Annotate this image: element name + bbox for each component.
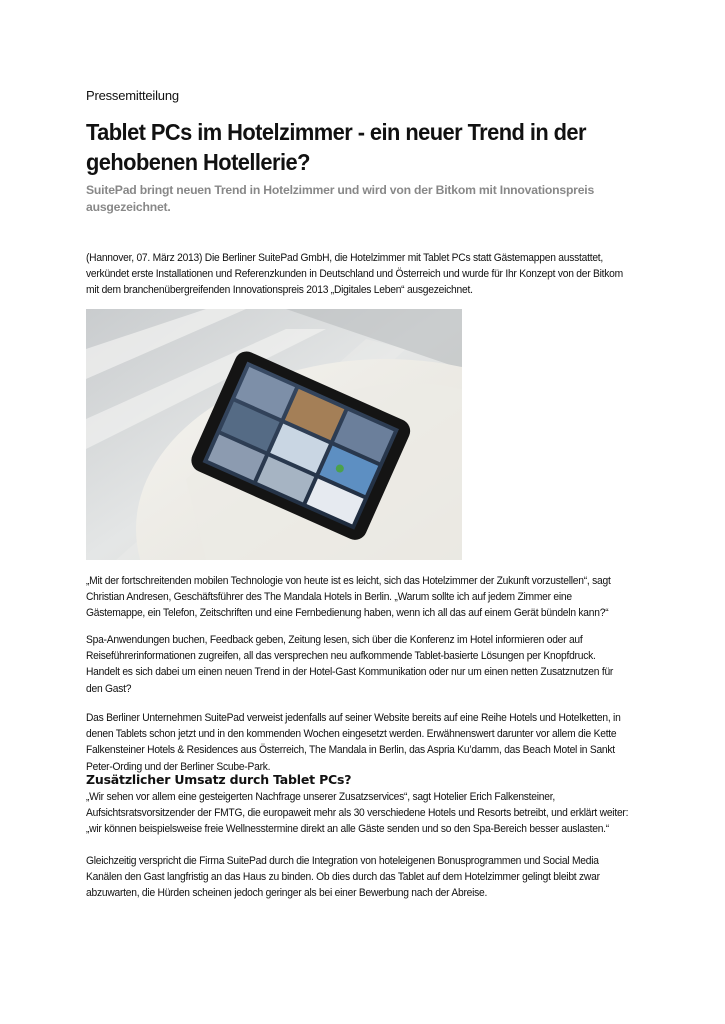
page-title: Tablet PCs im Hotelzimmer - ein neuer Trend in der gehobenen Hotellerie?: [86, 119, 586, 175]
paragraph-3: Das Berliner Unternehmen SuitePad verweist jedenfalls auf seiner Website bereits auf eine Reihe Hotels und Hotelketten, in denen Tablets schon jetzt und in den kommenden Wochen eingesetzt werden. Erwähnenswert darunter vor allem die Kette Falkensteiner Hotels & Residences aus Österreich, The Mandala in Berlin, das Aspria Ku’damm, das Beach Motel in Sankt Peter-Ording und der Berliner Scube-Park.: [86, 712, 621, 773]
paragraph-2: Spa-Anwendungen buchen, Feedback geben, Zeitung lesen, sich über die Konferenz im Hotel informieren oder auf Reiseführerinformationen zugreifen, all das versprechen neu aufkommende Tablet-basierte Lösungen per Knopfdruck. Handelt es sich dabei um einen neuen Trend in der Hotel-Gast Kommunikation oder nur um einen netten Zusatznutzen für den Gast?: [86, 634, 614, 695]
tablet-photo-illustration: [86, 309, 462, 560]
paragraph-4: „Wir sehen vor allem eine gesteigerten Nachfrage unserer Zusatzservices“, sagt Hotelier Erich Falkensteiner, Aufsichtsratsvorsitzender der FMTG, die europaweit mehr als 30 verschiedene Hotels und Resorts betreibt, und erklärt weiter: „wir können beispielsweise freie Wellnesstermine direkt an alle Gäste senden und so den Spa-Bereich besser auslasten.“: [86, 791, 629, 836]
quote-paragraph: „Mit der fortschreitenden mobilen Technologie von heute ist es leicht, sich das Hotelzimmer der Zukunft vorzustellen“, sagt Christian Andresen, Geschäftsführer des The Mandala Hotels in Berlin. „Warum sollte ich auf jedem Zimmer eine Gästemappe, ein Telefon, Zeitschriften und eine Fernbedienung haben, wenn ich all das auf einem Gerät bündeln kann?“: [86, 575, 611, 620]
section-heading: Zusätzlicher Umsatz durch Tablet PCs?: [86, 772, 352, 787]
paragraph-5: Gleichzeitig verspricht die Firma SuitePad durch die Integration von hoteleigenen Bonusprogrammen und Social Media Kanälen den Gast langfristig an das Haus zu binden. Ob dies durch das Tablet auf dem Hotelzimmer gelingt bleibt zwar abzuwarten, die Hürden scheinen jedoch geringer als bei einer Bewerbung nach der Abreise.: [86, 855, 600, 900]
tablet-photo: [86, 309, 462, 560]
intro-paragraph: (Hannover, 07. März 2013) Die Berliner SuitePad GmbH, die Hotelzimmer mit Tablet PCs statt Gästemappen ausstattet, verkündet erste Installationen und Referenzkunden in Deutschland und Österreich und wurde für Ihr Konzept von der Bitkom mit dem branchenübergreifenden Innovationspreis 2013 „Digitales Leben“ ausgezeichnet.: [86, 252, 623, 297]
subtitle: SuitePad bringt neuen Trend in Hotelzimmer und wird von der Bitkom mit Innovationspreis ausgezeichnet.: [86, 183, 595, 214]
document-label: Pressemitteilung: [86, 88, 179, 103]
